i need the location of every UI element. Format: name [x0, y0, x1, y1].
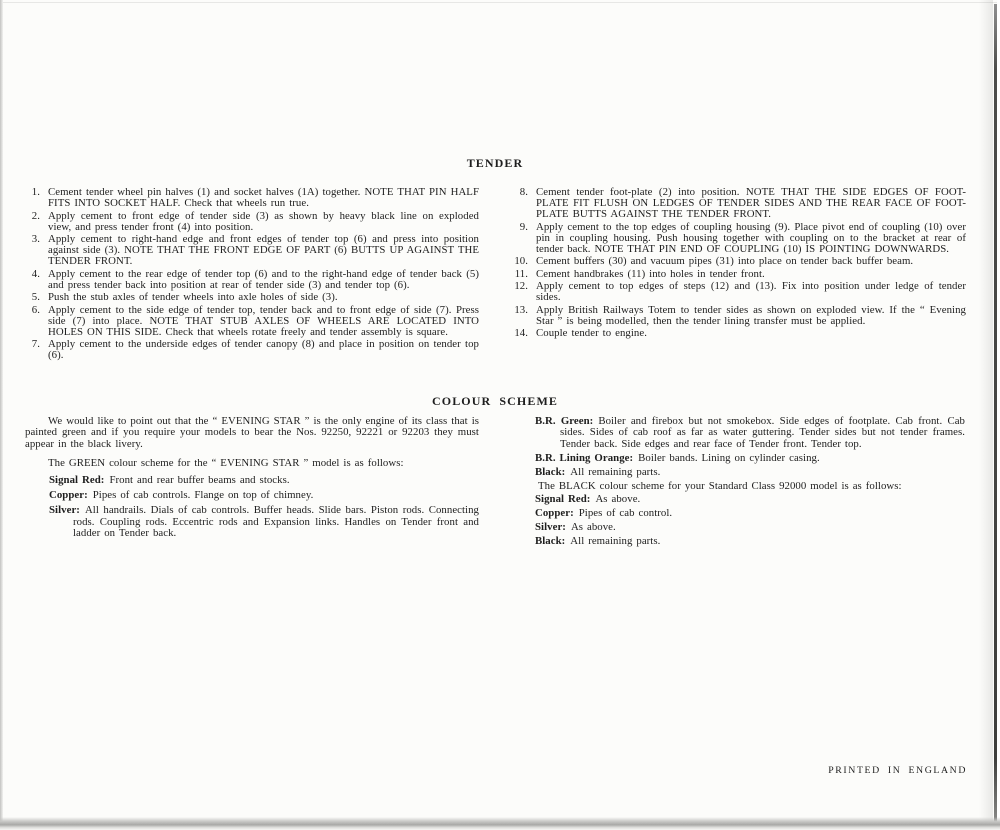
colour-entry-label: Silver: [535, 521, 566, 534]
step-item-14 [508, 328, 966, 339]
colour-entry-silver-black-scheme [535, 522, 965, 533]
tender-steps-right-column [508, 187, 966, 341]
colour-entry-text: All handrails. Dials of cab controls. Buffer heads. Slide bars. Piston rods. Connecting rods. Coupling rods. Eccentric rods and Expansion links. Handles on Tender front and ladder on Tender back. [73, 504, 479, 540]
colour-entry-text: All remaining parts. [570, 465, 661, 478]
colour-entry-label: Signal Red: [535, 493, 591, 506]
step-text: Apply cement to the underside edges of tender canopy (8) and place in position on tender top (6). [48, 338, 479, 361]
step-text: Cement tender foot-plate (2) into position. NOTE THAT THE SIDE EDGES OF FOOT-PLATE FIT FLUSH ON LEDGES OF TENDER SIDES AND THE REAR FACE OF FOOT-PLATE BUTTS AGAINST THE TENDER FRONT. [536, 186, 966, 220]
step-text: Apply cement to front edge of tender side (3) as shown by heavy black line on exploded view, and press tender front (4) into position. [48, 209, 479, 233]
colour-entry-label: B.R. Lining Orange: [535, 451, 634, 464]
colour-entry-silver [49, 505, 479, 539]
colour-entry-signal-red-black-scheme [535, 494, 965, 505]
colour-entry-text: As above. [595, 493, 641, 506]
colour-entry-text: Boiler and firebox but not smokebox. Side edges of footplate. Cab front. Cab sides. Sides of cab roof as far as water guttering. Tender sides but not tender frames. Tender back. Side edges and rear face of Tender front. Tender top. [560, 415, 965, 450]
step-item-11 [508, 269, 966, 280]
colour-entry-copper [49, 490, 479, 501]
colour-scheme-right-column [535, 416, 965, 550]
colour-entry-black [535, 467, 965, 478]
step-text: Cement tender wheel pin halves (1) and socket halves (1A) together. NOTE THAT PIN HALF FITS INTO SOCKET HALF. Check that wheels run true. [48, 186, 479, 209]
step-item-1 [27, 187, 479, 209]
step-item-9 [508, 222, 966, 255]
step-text: Apply cement to top edges of steps (12) and (13). Fix into position under ledge of tender sides. [536, 280, 966, 303]
page-edge-right-shadow [979, 0, 993, 830]
step-item-13 [508, 305, 966, 327]
page-edge-bottom [0, 817, 1000, 830]
colour-intro-paragraph: We would like to point out that the “ EVENING STAR ” is the only engine of its class that is painted green and if you require your models to bear the Nos. 92250, 92221 or 92203 they must appear in the black livery. [25, 415, 479, 450]
step-text: Couple tender to engine. [536, 327, 647, 339]
step-number: 3. [31, 233, 40, 245]
colour-entry-label: Copper: [49, 489, 88, 502]
step-item-2 [27, 211, 479, 233]
step-number: 5. [31, 291, 40, 303]
colour-entry-text: Pipes of cab control. [578, 507, 673, 520]
colour-entry-label: Copper: [535, 507, 574, 520]
step-text: Cement buffers (30) and vacuum pipes (31) into place on tender back buffer beam. [536, 255, 914, 267]
step-number: 9. [519, 220, 528, 233]
step-number: 2. [31, 209, 40, 222]
colour-entry-br-green [535, 416, 965, 450]
step-number: 14. [514, 327, 528, 339]
step-number: 8. [519, 186, 528, 198]
step-text: Apply British Railways Totem to tender sides as shown on exploded view. If the “ Evening Star ” is being modelled, then the tender lining transfer must be applied. [536, 303, 966, 327]
colour-entry-text: All remaining parts. [570, 535, 661, 548]
colour-entry-black-black-scheme [535, 536, 965, 547]
colour-entry-label: Black: [535, 465, 566, 478]
step-number: 1. [31, 186, 40, 198]
step-number: 10. [514, 255, 528, 267]
colour-entry-signal-red [49, 475, 479, 486]
step-number: 11. [514, 267, 528, 280]
colour-entry-text: Pipes of cab controls. Flange on top of chimney. [92, 489, 314, 502]
page-edge-top [0, 2, 1000, 3]
colour-entry-text: Boiler bands. Lining on cylinder casing. [638, 451, 820, 464]
step-item-4 [27, 269, 479, 291]
tender-steps-left-column [27, 187, 479, 363]
step-item-8 [508, 187, 966, 220]
colour-entry-text: Front and rear buffer beams and stocks. [109, 473, 290, 486]
page-edge-left [0, 0, 3, 830]
colour-entry-text: As above. [570, 521, 616, 534]
printed-in-england-note: PRINTED IN ENGLAND [828, 765, 967, 776]
colour-scheme-left-column [25, 416, 479, 544]
tender-section-heading: TENDER [466, 156, 524, 170]
step-item-12 [508, 281, 966, 303]
step-text: Apply cement to the side edge of tender top, tender back and to front edge of side (7). Press side (7) into place. NOTE THAT STUB AXLES OF WHEELS ARE LOCATED INTO HOLES ON THIS SIDE. Check that wheels rotate freely and tender assembly is square. [48, 303, 479, 338]
step-item-10 [508, 256, 966, 267]
black-scheme-intro: The BLACK colour scheme for your Standard Class 92000 model is as follows: [538, 479, 902, 492]
step-item-7 [27, 339, 479, 361]
colour-scheme-heading: COLOUR SCHEME [432, 394, 558, 408]
colour-entry-label: B.R. Green: [535, 415, 594, 427]
green-scheme-intro: The GREEN colour scheme for the “ EVENING STAR ” model is as follows: [48, 457, 404, 470]
step-number: 7. [31, 338, 40, 350]
step-text: Apply cement to the top edges of coupling housing (9). Place pivot end of coupling (10) over pin in coupling housing. Push housing together with coupling on to the bracket at rear of tender back. NOTE THAT PIN END OF COUPLING (10) IS POINTING DOWNWARDS. [536, 220, 966, 255]
step-item-6 [27, 305, 479, 338]
step-text: Apply cement to right-hand edge and front edges of tender top (6) and press into position against side (3). NOTE THAT THE FRONT EDGE OF PART (6) BUTTS UP AGAINST THE TENDER FRONT. [48, 233, 479, 267]
step-item-3 [27, 234, 479, 267]
step-text: Cement handbrakes (11) into holes in tender front. [536, 267, 765, 280]
step-number: 12. [514, 280, 528, 292]
step-number: 4. [31, 267, 40, 280]
colour-entry-label: Signal Red: [49, 473, 105, 486]
step-item-5 [27, 292, 479, 303]
colour-entry-label: Black: [535, 535, 566, 548]
step-number: 6. [31, 303, 40, 316]
colour-entry-copper-black-scheme [535, 508, 965, 519]
step-number: 13. [514, 303, 528, 316]
step-text: Apply cement to the rear edge of tender top (6) and to the right-hand edge of tender back (5) and press tender back into position at rear of tender side (3) and tender top (6). [48, 267, 479, 291]
colour-entry-label: Silver: [49, 504, 80, 517]
colour-entry-br-lining-orange [535, 453, 965, 464]
step-text: Push the stub axles of tender wheels into axle holes of side (3). [48, 291, 338, 303]
